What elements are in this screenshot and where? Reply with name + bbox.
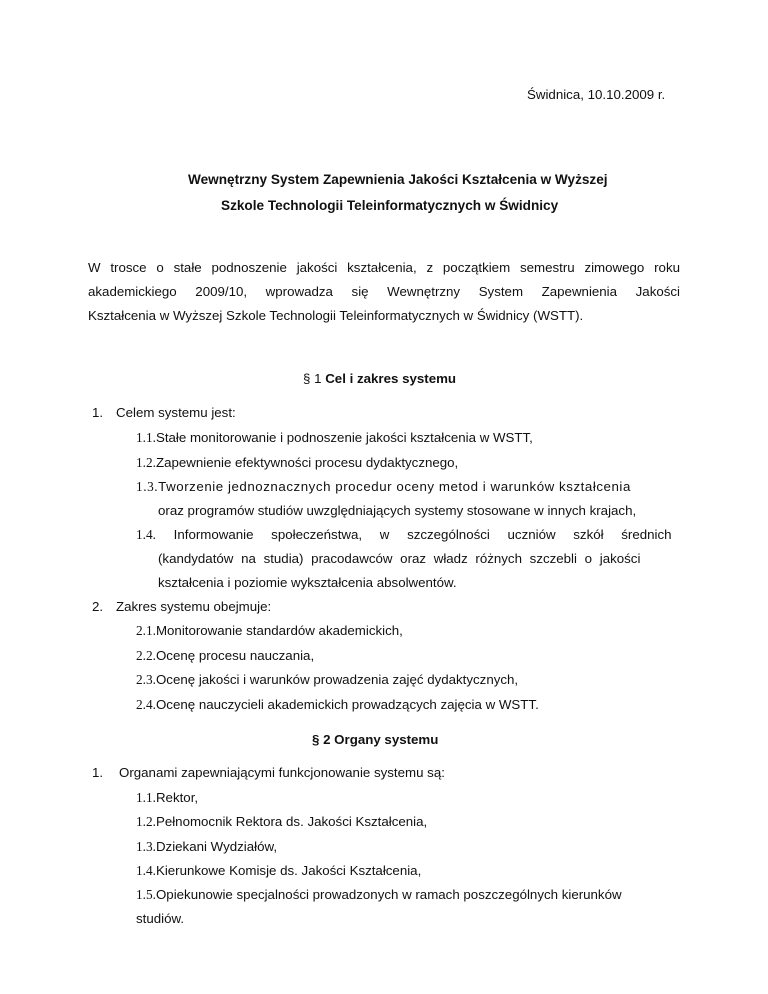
list-item-continuation: oraz programów studiów uwzględniających systemy stosowane w innych krajach,: [158, 503, 637, 518]
list-item: 1.1.Stałe monitorowanie i podnoszenie jakości kształcenia w WSTT,: [136, 430, 533, 445]
document-title-line2: Szkole Technologii Teleinformatycznych w Świdnicy: [221, 198, 559, 213]
list-item: 1.5.Opiekunowie specjalności prowadzonych w ramach poszczególnych kierunków: [136, 887, 622, 902]
intro-line2: akademickiego 2009/10, wprowadza się Wewnętrzny System Zapewnienia Jakości: [88, 284, 680, 299]
section2-item1-label: Organami zapewniającymi funkcjonowanie systemu są:: [119, 765, 445, 780]
place-date: Świdnica, 10.10.2009 r.: [527, 87, 666, 102]
section2-item1-num: 1.: [92, 765, 104, 780]
list-item: 1.2.Pełnomocnik Rektora ds. Jakości Kształcenia,: [136, 814, 428, 829]
list-item: 2.3.Ocenę jakości i warunków prowadzenia zajęć dydaktycznych,: [136, 672, 519, 687]
list-item: 1.1.Rektor,: [136, 790, 199, 805]
list-item: 1.3.Tworzenie jednoznacznych procedur oceny metod i warunków kształcenia: [136, 479, 631, 494]
section2-heading: § 2 Organy systemu: [312, 732, 439, 747]
section1-title: Cel i zakres systemu: [325, 371, 457, 386]
section1-item1-label: Celem systemu jest:: [116, 405, 236, 420]
list-item-continuation: (kandydatów na studia) pracodawców oraz władz różnych szczebli o jakości: [158, 551, 641, 566]
list-item: 1.2.Zapewnienie efektywności procesu dydaktycznego,: [136, 455, 459, 470]
list-item: 1.3.Dziekani Wydziałów,: [136, 839, 278, 854]
intro-line1: W trosce o stałe podnoszenie jakości kształcenia, z początkiem semestru zimowego roku: [88, 260, 680, 275]
list-item: 2.4.Ocenę nauczycieli akademickich prowadzących zajęcia w WSTT.: [136, 697, 539, 712]
list-item-continuation: kształcenia i poziomie wykształcenia absolwentów.: [158, 575, 457, 590]
section1-item2-num: 2.: [92, 599, 104, 614]
section1-item1-num: 1.: [92, 405, 104, 420]
intro-line3: Kształcenia w Wyższej Szkole Technologii Teleinformatycznych w Świdnicy (WSTT).: [88, 308, 584, 323]
section1-sign: § 1: [303, 371, 322, 386]
section1-item2-label: Zakres systemu obejmuje:: [116, 599, 272, 614]
section1-heading: [303, 371, 456, 387]
list-item: 1.4. Informowanie społeczeństwa, w szczególności uczniów szkół średnich: [136, 527, 672, 542]
list-item: 1.4.Kierunkowe Komisje ds. Jakości Kształcenia,: [136, 863, 422, 878]
list-item: 2.2.Ocenę procesu nauczania,: [136, 648, 315, 663]
list-item-continuation: studiów.: [136, 911, 185, 926]
document-title-line1: Wewnętrzny System Zapewnienia Jakości Kształcenia w Wyższej: [188, 172, 608, 187]
list-item: 2.1.Monitorowanie standardów akademickich,: [136, 623, 403, 638]
